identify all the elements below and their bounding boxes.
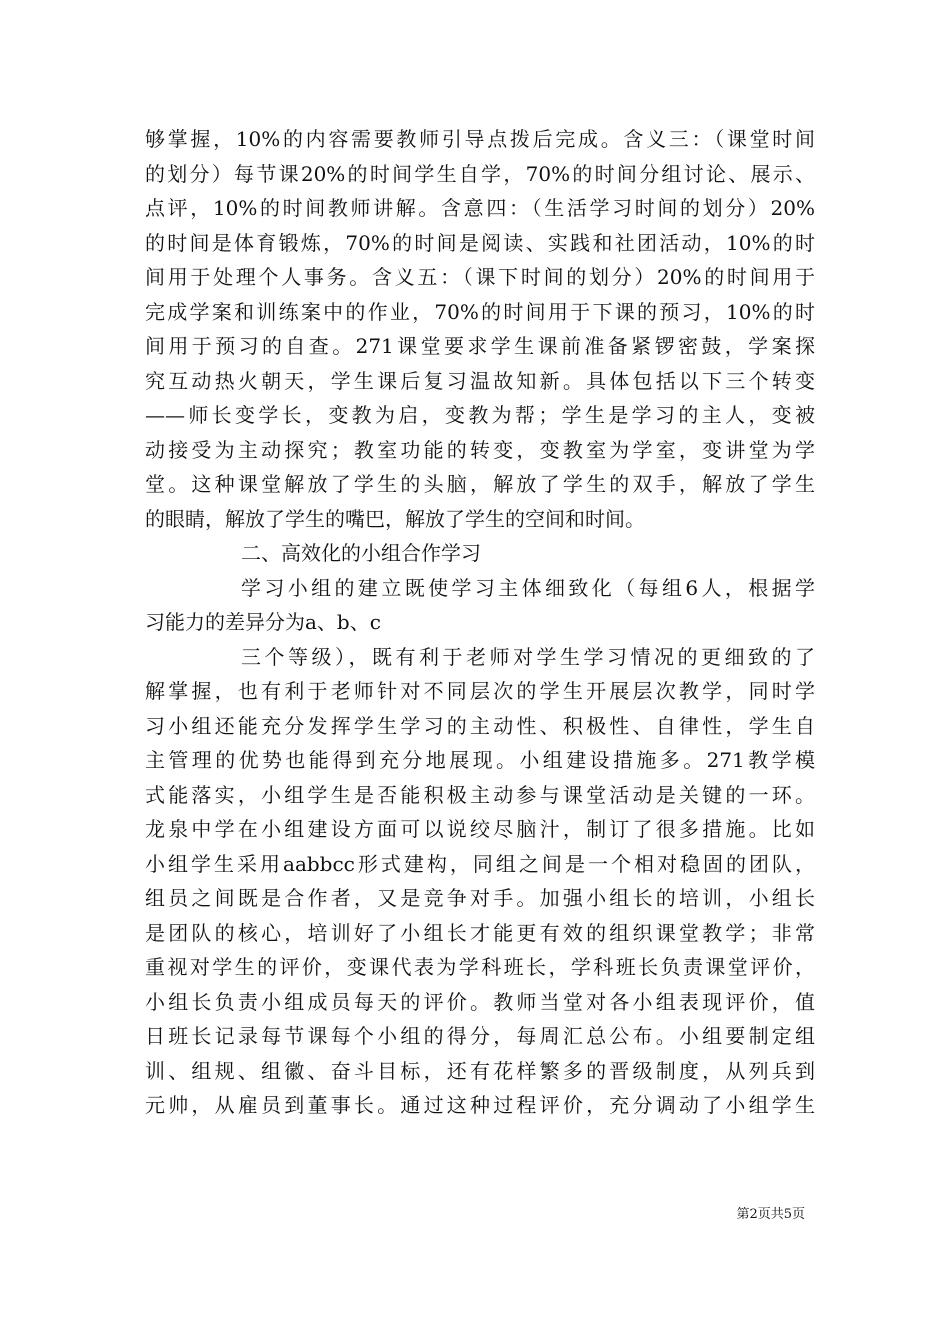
paragraph-line-9: ——师长变学长，变教为启，变教为帮；学生是学习的主人，变被 bbox=[145, 403, 815, 427]
paragraph3-line-5: 式能落实，小组学生是否能积极主动参与课堂活动是关键的一环。 bbox=[145, 782, 815, 807]
paragraph2-second-line: 习能力的差异分为a、b、c bbox=[145, 610, 381, 634]
section-heading: 二、高效化的小组合作学习 bbox=[241, 541, 481, 565]
paragraph-line-1: 够掌握，10%的内容需要教师引导点拨后完成。含义三：（课堂时间 bbox=[145, 127, 815, 151]
paragraph3-line-2: 解掌握，也有利于老师针对不同层次的学生开展层次教学，同时学 bbox=[145, 679, 815, 703]
paragraph-line-4: 的时间是体育锻炼，70%的时间是阅读、实践和社团活动，10%的时 bbox=[145, 230, 815, 255]
paragraph3-line-14: 元帅，从雇员到董事长。通过这种过程评价，充分调动了小组学生 bbox=[145, 1093, 815, 1117]
paragraph3-line-7: 小组学生采用aabbcc形式建构，同组之间是一个相对稳固的团队， bbox=[145, 851, 815, 876]
paragraph-line-6: 完成学案和训练案中的作业，70%的时间用于下课的预习，10%的时 bbox=[145, 299, 815, 324]
paragraph-line-8: 究互动热火朝天，学生课后复习温故知新。具体包括以下三个转变 bbox=[145, 368, 815, 393]
paragraph3-line-6: 龙泉中学在小组建设方面可以说绞尽脑汁，制订了很多措施。比如 bbox=[145, 817, 815, 841]
paragraph-line-7: 间用于预习的自查。271课堂要求学生课前准备紧锣密鼓，学案探 bbox=[145, 334, 815, 358]
paragraph3-line-9: 是团队的核心，培训好了小组长才能更有效的组织课堂教学；非常 bbox=[145, 920, 815, 945]
paragraph3-line-8: 组员之间既是合作者，又是竞争对手。加强小组长的培训，小组长 bbox=[145, 886, 815, 910]
paragraph-line-3: 点评，10%的时间教师讲解。含意四：（生活学习时间的划分）20% bbox=[145, 196, 815, 220]
document-body bbox=[145, 122, 815, 1123]
paragraph3-first-line: 三个等级），既有利于老师对学生学习情况的更细致的了 bbox=[241, 644, 815, 669]
paragraph-line-11: 堂。这种课堂解放了学生的头脑，解放了学生的双手，解放了学生 bbox=[145, 472, 815, 496]
page-number-footer: 第2页共5页 bbox=[736, 1207, 805, 1222]
paragraph3-line-13: 训、组规、组徽、奋斗目标，还有花样繁多的晋级制度，从列兵到 bbox=[145, 1058, 815, 1083]
paragraph-line-12: 的眼睛，解放了学生的嘴巴，解放了学生的空间和时间。 bbox=[145, 506, 645, 531]
paragraph3-line-10: 重视对学生的评价，变课代表为学科班长，学科班长负责课堂评价， bbox=[145, 955, 815, 979]
paragraph-line-5: 间用于处理个人事务。含义五：（课下时间的划分）20%的时间用于 bbox=[145, 265, 815, 289]
paragraph3-line-11: 小组长负责小组成员每天的评价。教师当堂对各小组表现评价，值 bbox=[145, 989, 815, 1014]
paragraph-line-2: 的划分）每节课20%的时间学生自学，70%的时间分组讨论、展示、 bbox=[145, 161, 815, 186]
paragraph2-first-line: 学习小组的建立既使学习主体细致化（每组6人，根据学 bbox=[241, 575, 815, 600]
paragraph-line-10: 动接受为主动探究；教室功能的转变，变教室为学室，变讲堂为学 bbox=[145, 437, 815, 462]
paragraph3-line-3: 习小组还能充分发挥学生学习的主动性、积极性、自律性，学生自 bbox=[145, 713, 815, 738]
paragraph3-line-4: 主管理的优势也能得到充分地展现。小组建设措施多。271教学模 bbox=[145, 748, 815, 772]
paragraph3-line-12: 日班长记录每节课每个小组的得分，每周汇总公布。小组要制定组 bbox=[145, 1024, 815, 1048]
